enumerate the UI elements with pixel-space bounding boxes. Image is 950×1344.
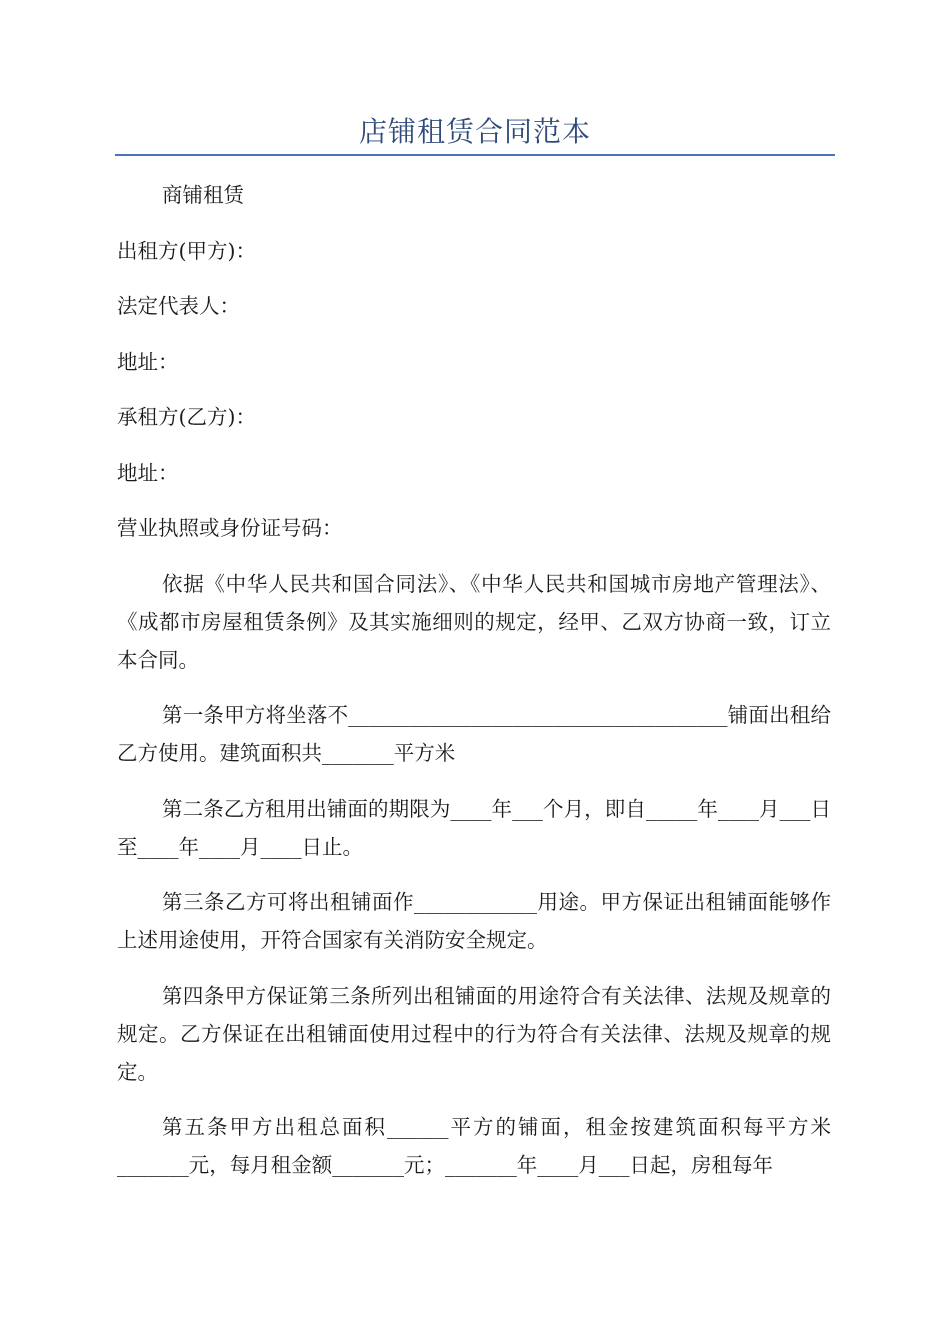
document-body xyxy=(117,176,831,1202)
paragraph-lessee: 承租方(乙方)： xyxy=(117,405,256,429)
paragraph-article-5: 第五条甲方出租总面积______平方的铺面，租金按建筑面积每平方米_______元，每月租金额_______元；_______年____月___日起，房租每年 xyxy=(117,1115,831,1177)
paragraph-article-4: 第四条甲方保证第三条所列出租铺面的用途符合有关法律、法规及规章的规定。乙方保证在出租铺面使用过程中的行为符合有关法律、法规及规章的规定。 xyxy=(117,983,831,1084)
paragraph-article-2: 第二条乙方租用出铺面的期限为____年___个月，即自_____年____月___日至____年____月____日止。 xyxy=(117,796,831,859)
document-title: 店铺租赁合同范本 xyxy=(358,115,591,148)
paragraph-lessee-address: 地址： xyxy=(117,460,179,485)
paragraph-subtitle: 商铺租赁 xyxy=(162,183,244,207)
paragraph-legal-rep: 法定代表人： xyxy=(117,294,240,318)
title-underline xyxy=(115,154,835,156)
paragraph-preamble: 依据《中华人民共和国合同法》、《中华人民共和国城市房地产管理法》、《成都市房屋租赁条例》及其实施细则的规定，经甲、乙双方协商一致，订立本合同。 xyxy=(117,571,831,672)
paragraph-lessor-address: 地址： xyxy=(117,349,179,374)
paragraph-license-id: 营业执照或身份证号码： xyxy=(117,516,343,540)
paragraph-article-1: 第一条甲方将坐落不_____________________________________铺面出租给乙方使用。建筑面积共_______平方米 xyxy=(117,703,831,765)
paragraph-article-3: 第三条乙方可将出租铺面作____________用途。甲方保证出租铺面能够作上述用途使用，开符合国家有关消防安全规定。 xyxy=(117,890,831,952)
paragraph-lessor: 出租方(甲方)： xyxy=(117,238,256,263)
